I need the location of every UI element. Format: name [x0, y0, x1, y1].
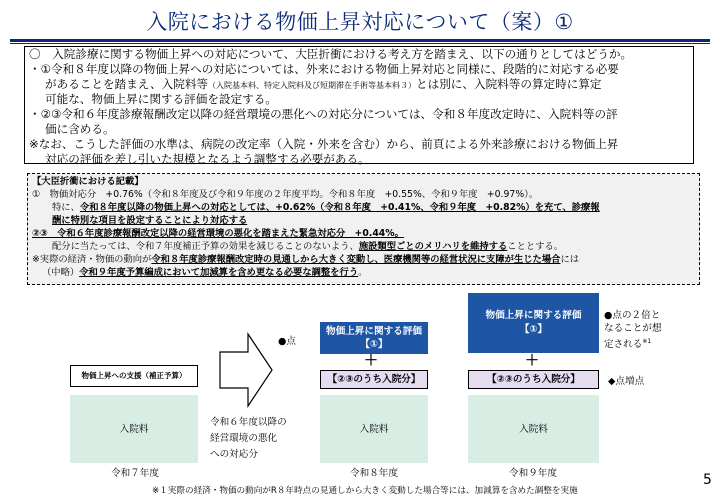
nyuinryo-block-r8: [320, 395, 428, 463]
summary-line: [45, 77, 602, 93]
support-label-box: [70, 365, 198, 387]
inpatient-portion-box-r8: 【②③のうち入院分】: [320, 370, 428, 389]
nyuinryo-block-r7: [70, 395, 198, 463]
support-label: 物価上昇への支援（補正予算）: [81, 371, 187, 380]
nyuinryo-label: 入院料: [519, 424, 548, 435]
summary-text: があることを踏まえ、入院料等: [45, 77, 209, 91]
summary-line: 可能な、物価上昇に関する評価を設定する。: [45, 92, 277, 106]
summary-line: ・②③令和６年度診療報酬改定以降の経営環境の悪化への対応分については、令和８年度改定時に、入院料等の評: [29, 107, 618, 121]
point-add-label: ◆点増点: [608, 376, 645, 387]
year-label-r7: 令和７年度: [111, 468, 159, 479]
agreement-text: （中略）: [42, 267, 80, 278]
year-label-r9: 令和９年度: [509, 468, 557, 479]
double-note-line: なることが想: [604, 323, 662, 334]
page-number: 5: [703, 472, 712, 488]
page-title: 入院における物価上昇対応について（案）①: [146, 10, 574, 34]
agreement-text: こととする。: [507, 241, 564, 252]
year-label-r8: 令和８年度: [350, 468, 398, 479]
nyuinryo-label: 入院料: [359, 424, 389, 435]
price-eval-box-r9: [468, 293, 599, 353]
double-note-line: [604, 335, 662, 351]
summary-line: ・①令和８年度以降の物価上昇への対応については、外来における物価上昇対応と同様に、段階的に対応する必要: [29, 62, 619, 76]
agreement-heading: 【大臣折衝における記載】: [32, 176, 144, 187]
title-rule-thin: [10, 43, 710, 44]
summary-box: [24, 46, 694, 164]
summary-text: とは別に、入院料等の算定時に算定: [416, 77, 602, 91]
agreement-emphasis: 令和８年度以降の物価上昇への対応としては、+0.62%（令和８年度 +0.41%、令和９年度 +0.82%）を充て、診療報: [79, 202, 600, 213]
arrow-caption-line: 令和６年度以降の: [210, 417, 287, 428]
agreement-emphasis: ②③ 令和６年度診療報酬改定以降の経営環境の悪化を踏まえた緊急対応分 +0.44%。: [32, 228, 404, 239]
arrow-caption-line: 経営環境の悪化: [210, 433, 278, 444]
title-rule: [10, 39, 710, 42]
arrow-caption-line: への対応分: [210, 449, 258, 460]
nyuinryo-label: 入院料: [119, 424, 149, 435]
agreement-emphasis: 施設類型ごとのメリハリを維持する: [358, 241, 508, 252]
agreement-text: 配分に当たっては、令和７年度補正予算の効果を減じることのないよう、: [52, 241, 359, 252]
agreement-line: [52, 202, 600, 214]
summary-small-text: （入院基本料、特定入院料及び短期滞在手術等基本料３）: [208, 81, 417, 90]
right-arrow-icon: [218, 332, 274, 408]
footnote: ※１実際の経済・物価の動向がR８年時点の見通しから大きく変動した場合等には、加減算を含めた調整を実施: [152, 486, 578, 496]
summary-line: 価に含める。: [45, 122, 115, 136]
agreement-line: ① 物価対応分 +0.76%（令和８年度及び令和９年度の２年度平均。令和８年度 +0.55%、令和９年度 +0.97%）。: [32, 189, 539, 200]
agreement-text: 。: [358, 267, 368, 278]
agreement-line: [42, 267, 367, 279]
nyuinryo-block-r9: [468, 395, 599, 463]
agreement-emphasis: 令和９年度予算編成において加減算を含め更なる必要な調整を行う: [79, 267, 359, 278]
minister-agreement-box: [27, 173, 700, 285]
agreement-line: [32, 254, 579, 266]
price-eval-label: 物価上昇に関する評価: [326, 326, 422, 337]
double-note-sup: ※1: [642, 338, 652, 345]
price-eval-label: 物価上昇に関する評価: [485, 310, 582, 321]
arrow-caption: [210, 415, 310, 463]
plus-icon: ＋: [364, 353, 378, 369]
point-label: ●点: [278, 336, 296, 347]
price-eval-code: 【①】: [519, 324, 548, 335]
price-eval-code: 【①】: [360, 339, 388, 350]
agreement-emphasis: 令和８年度診療報酬改定時の見通しから大きく変動し、医療機関等の経営状況に支障が生じた場合: [151, 254, 561, 265]
agreement-text: には: [560, 254, 580, 265]
summary-line: 対応の評価を差し引いた規模となるよう調整する必要がある。: [45, 152, 370, 166]
summary-line: ※なお、こうした評価の水準は、病院の改定率（入院・外来を含む）から、前頁による外来診療における物価上昇: [29, 137, 619, 151]
double-note-text: 定される: [604, 339, 643, 351]
agreement-line: [52, 241, 563, 253]
agreement-text: ※実際の経済・物価の動向が: [32, 254, 152, 265]
summary-line: 〇 入院診療に関する物価上昇への対応について、大臣折衝における考え方を踏まえ、以下の通りとしてはどうか。: [29, 47, 633, 61]
agreement-text: 特に、: [52, 202, 80, 213]
plus-icon: ＋: [525, 353, 539, 369]
double-note: [604, 309, 662, 351]
double-note-line: ●点の２倍と: [604, 310, 661, 321]
inpatient-portion-box-r9: 【②③のうち入院分】: [468, 370, 599, 389]
agreement-emphasis: 酬に特別な項目を設定することにより対応する: [52, 215, 248, 226]
